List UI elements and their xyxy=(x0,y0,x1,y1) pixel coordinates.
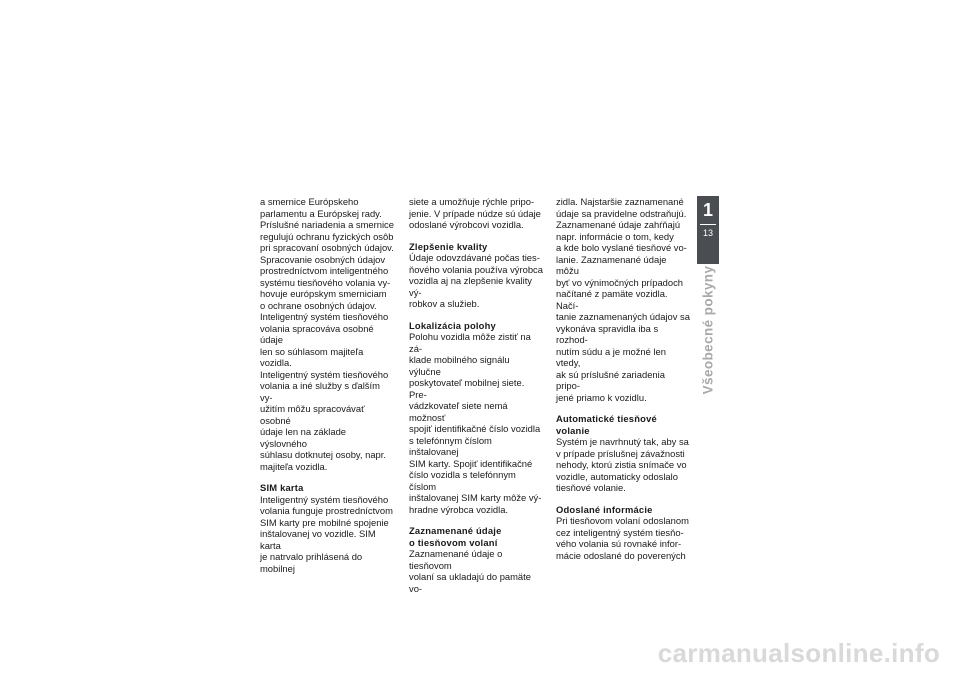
heading-quality-improvement: Zlepšenie kvality xyxy=(409,240,488,252)
paragraph-automatic-emergency-call: Systém je navrhnutý tak, aby sa v prípade príslušnej závažnosti nehody, ktorú zistia snímače vo vozidle, automaticky odoslalo tiesňové volanie. xyxy=(556,436,689,493)
watermark: carmanualsonline.info xyxy=(657,638,940,668)
text-column-2 xyxy=(409,196,543,604)
chapter-number: 1 xyxy=(702,200,713,220)
paragraph-recorded-data: Zaznamenané údaje o tiesňovom volaní sa ukladajú do pamäte vo- xyxy=(409,548,531,594)
paragraph-sent-information: Pri tiesňovom volaní odoslanom cez inteligentný systém tiesňo- vého volania sú rovnaké infor- mácie odoslané do poverených xyxy=(556,515,689,561)
paragraph-location: Polohu vozidla môže zistiť na zá- klade mobilného signálu výlučne poskytovateľ mobilnej siete. Pre- vádzkovateľ siete nemá možnosť spojiť identifikačné číslo vozidla s telefónnym číslom inštalovanej SIM karty. Spojiť identifikačné číslo vozidla s telefónnym číslom inštalovanej SIM karty môže vý- hradne výrobca vozidla. xyxy=(409,331,542,515)
page-number: 13 xyxy=(702,228,713,238)
paragraph-sim-card: Inteligentný systém tiesňového volania funguje prostredníctvom SIM karty pre mobilné spojenie inštalovanej vo vozidle. SIM karta je natrvalo prihlásená do mobilnej xyxy=(260,493,393,574)
heading-recorded-data: Zaznamenané údaje o tiesňovom volaní xyxy=(409,525,502,548)
heading-sim-card: SIM karta xyxy=(260,482,304,493)
text-column-1 xyxy=(260,196,394,584)
heading-location: Lokalizácia polohy xyxy=(409,319,496,331)
tab-divider xyxy=(700,224,716,225)
chapter-tab xyxy=(697,196,719,264)
heading-sent-information: Odoslané informácie xyxy=(556,503,653,515)
paragraph-network-connection: siete a umožňuje rýchle pripo- jenie. V prípade núdze sú údaje odoslané výrobcovi vozidla. xyxy=(409,196,541,230)
paragraph-recorded-data-continued: zidla. Najstaršie zaznamenané údaje sa pravidelne odstraňujú. Zaznamenané údaje zahŕňajú napr. informácie o tom, kedy a kde bolo vyslané tiesňové vo- lanie. Zaznamenané údaje môžu byť vo výnimočných prípadoch načítané z pamäte vozidla. Načí- tanie zaznamenaných údajov sa vykonáva spravidla iba s rozhod- nutím súdu a je možné len vtedy, ak sú príslušné zariadenia pripo- jené priamo k vozidlu. xyxy=(556,196,690,403)
heading-automatic-emergency-call: Automatické tiesňové volanie xyxy=(556,413,657,436)
paragraph-quality-improvement: Údaje odovzdávané počas ties- ňového volania používa výrobca vozidla aj na zlepšenie kvality vý- robkov a služieb. xyxy=(409,252,543,309)
chapter-title-vertical: Všeobecné pokyny xyxy=(700,265,716,395)
text-column-3 xyxy=(556,196,690,571)
paragraph-data-protection: a smernice Európskeho parlamentu a Európskej rady. Príslušné nariadenia a smernice regulujú ochranu fyzických osôb pri spracovaní osobných údajov. Spracovanie osobných údajov prostredníctvom inteligentného systému tiesňového volania vy- hovuje európskym smerniciam o ochrane osobných údajov. Inteligentný systém tiesňového volania spracováva osobné údaje len so súhlasom majiteľa vozidla. Inteligentný systém tiesňového volania a iné služby s ďalším vy- užitím môžu spracovávať osobné údaje len na základe výslovného súhlasu dotknutej osoby, napr. majiteľa vozidla. xyxy=(260,196,394,472)
